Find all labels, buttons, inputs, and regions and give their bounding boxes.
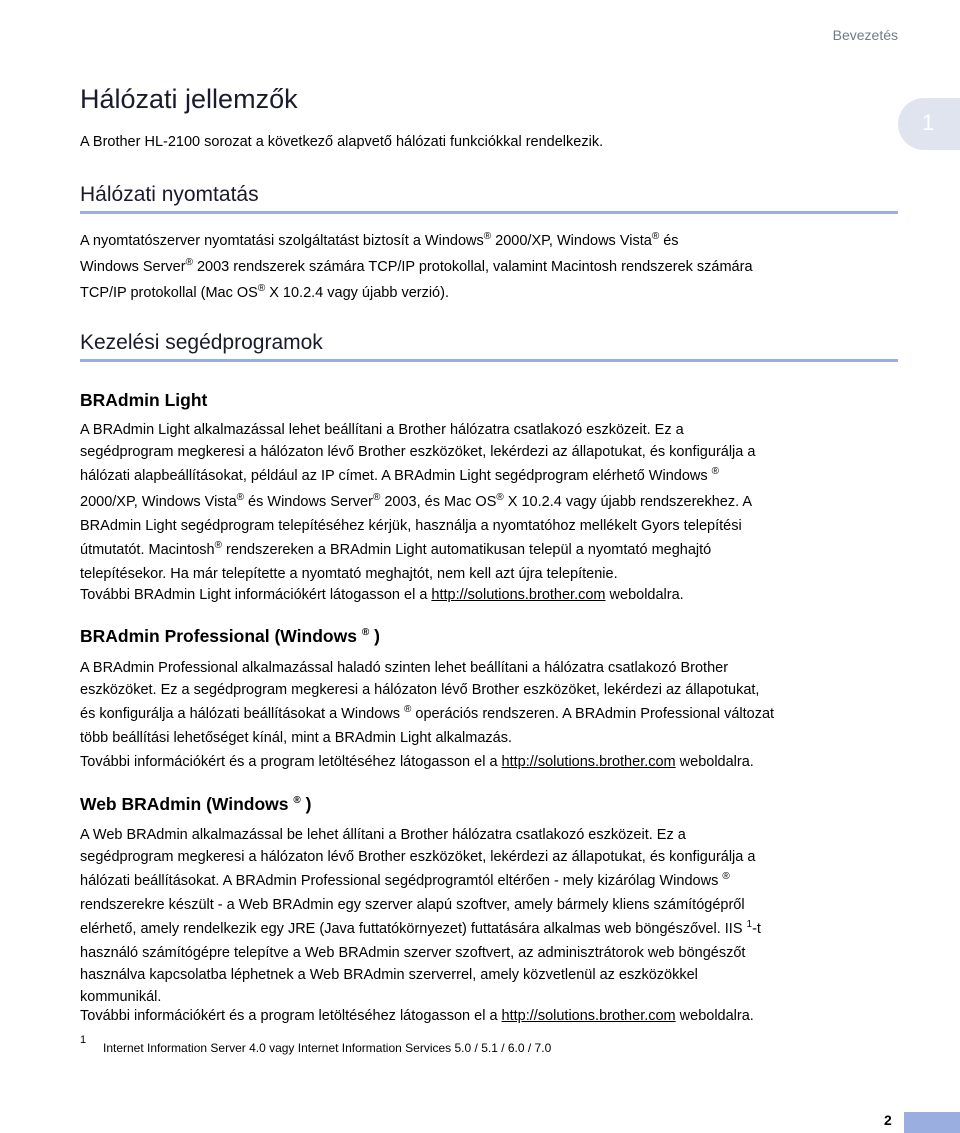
heading-bradmin-light: BRAdmin Light [80, 390, 208, 410]
text-line: hálózati beállításokat. A BRAdmin Professional segédprogramtól eltérően - mely kizárólag Windows ® [80, 871, 730, 889]
solutions-link[interactable]: http://solutions.brother.com [501, 1008, 676, 1024]
network-printing-paragraph [80, 228, 898, 306]
bradmin-professional-more-info [80, 751, 898, 773]
heading-network-printing: Hálózati nyomtatás [80, 183, 259, 206]
registered-mark: ® [236, 492, 245, 504]
text-line: több beállítási lehetőséget kínál, mint a BRAdmin Light alkalmazás. [80, 730, 513, 746]
text-line: Windows Server® 2003 rendszerek számára TCP/IP protokollal, valamint Macintosh rendszerek számára [80, 257, 753, 275]
text-line: használva kapcsolatba léphetnek a Web BRAdmin szerverrel, amely közvetlenül az eszközökkel [80, 967, 698, 983]
text-line: rendszerekre készült - a Web BRAdmin egy szerver alapú szoftver, amely bármely kliens számítógépről [80, 897, 745, 913]
registered-mark: ® [293, 795, 301, 807]
text-line: telepítésekor. Ha már telepítette a nyomtató meghajtót, nem kell azt újra telepítenie. [80, 566, 618, 582]
chapter-tab [898, 98, 960, 150]
text-line: használó számítógépre telepítve a Web BRAdmin szerver szoftvert, az adminisztrátorok web böngészőt [80, 945, 746, 961]
text-line: és konfigurálja a hálózati beállításokat a Windows ® operációs rendszeren. A BRAdmin Professional változat [80, 704, 775, 722]
registered-mark: ® [651, 231, 660, 243]
registered-mark: ® [722, 871, 730, 883]
registered-mark: ® [483, 231, 492, 243]
text-line: A nyomtatószerver nyomtatási szolgáltatást biztosít a Windows® 2000/XP, Windows Vista® és [80, 231, 679, 249]
running-header-section: Bevezetés [832, 27, 898, 43]
text-line: segédprogram megkeresi a hálózaton lévő Brother eszközöket, lekérdezi az állapotukat, és konfigurálja a [80, 444, 756, 460]
heading-web-bradmin: Web BRAdmin (Windows ® ) [80, 794, 312, 814]
heading-bradmin-professional: BRAdmin Professional (Windows ® ) [80, 626, 380, 646]
web-bradmin-more-info [80, 1005, 898, 1027]
intro-text: A Brother HL-2100 sorozat a következő alapvető hálózati funkciókkal rendelkezik. [80, 134, 604, 150]
registered-mark: ® [214, 540, 222, 552]
bradmin-light-paragraph [80, 419, 898, 585]
page-number-bar [904, 1112, 960, 1133]
text-line: További információkért és a program letöltéséhez látogasson el a http://solutions.brother.com weboldalra. [80, 754, 754, 770]
registered-mark: ® [361, 627, 370, 639]
heading-management-utilities: Kezelési segédprogramok [80, 331, 323, 354]
page-number: 2 [884, 1112, 892, 1128]
text-line: A Web BRAdmin alkalmazással be lehet állítani a Brother hálózatra csatlakozó eszközeit. Ez a [80, 827, 686, 843]
footnote-number: 1 [80, 1034, 87, 1046]
bradmin-light-more-info [80, 584, 898, 606]
chapter-number: 1 [922, 110, 935, 135]
footnote-ref: 1 [746, 919, 753, 931]
bradmin-professional-paragraph [80, 657, 898, 749]
text-line: elérhető, amely rendelkezik egy JRE (Java futtatókörnyezet) futtatására alkalmas web böngészővel. IIS $^1$-t [80, 919, 761, 937]
text-line: hálózati alapbeállításokat, például az IP címet. A BRAdmin Light segédprogram elérhető Windows ® [80, 466, 720, 484]
text-line: BRAdmin Light segédprogram telepítéséhez kérjük, használja a nyomtatóhoz mellékelt Gyors telepítési [80, 518, 742, 534]
text-line: eszközöket. Ez a segédprogram megkeresi a hálózaton lévő Brother eszközöket, lekérdezi az állapotukat, [80, 682, 760, 698]
solutions-link[interactable]: http://solutions.brother.com [501, 754, 676, 770]
web-bradmin-paragraph [80, 824, 898, 1008]
text-line: segédprogram megkeresi a hálózaton lévő Brother eszközöket, lekérdezi az állapotukat, és konfigurálja a [80, 849, 756, 865]
text-line: kommunikál. [80, 989, 162, 1005]
solutions-link[interactable]: http://solutions.brother.com [431, 587, 606, 603]
registered-mark: ® [185, 257, 193, 269]
footnote-text: Internet Information Server 4.0 vagy Internet Information Services 5.0 / 5.1 / 6.0 / 7.0 [103, 1041, 552, 1055]
registered-mark: ® [257, 283, 266, 295]
text-line: A BRAdmin Professional alkalmazással haladó szinten lehet beállítani a hálózatra csatlakozó Brother [80, 660, 729, 676]
heading-rule [80, 211, 898, 214]
registered-mark: ® [372, 492, 381, 504]
text-line: TCP/IP protokollal (Mac OS® X 10.2.4 vagy újabb verzió). [80, 283, 449, 301]
registered-mark: ® [711, 466, 720, 478]
text-line: 2000/XP, Windows Vista® és Windows Server® 2003, és Mac OS® X 10.2.4 vagy újabb rendszerekhez. A [80, 492, 753, 510]
registered-mark: ® [496, 492, 504, 504]
heading-rule [80, 359, 898, 362]
text-line: A BRAdmin Light alkalmazással lehet beállítani a Brother hálózatra csatlakozó eszközeit. Ez a [80, 422, 684, 438]
text-line: További BRAdmin Light információkért látogasson el a http://solutions.brother.com weboldalra. [80, 587, 684, 603]
page-title: Hálózati jellemzők [80, 84, 298, 114]
registered-mark: ® [404, 704, 412, 716]
text-line: útmutatót. Macintosh® rendszereken a BRAdmin Light automatikusan települ a nyomtató meghajtó [80, 540, 712, 558]
text-line: További információkért és a program letöltéséhez látogasson el a http://solutions.brother.com weboldalra. [80, 1008, 754, 1024]
